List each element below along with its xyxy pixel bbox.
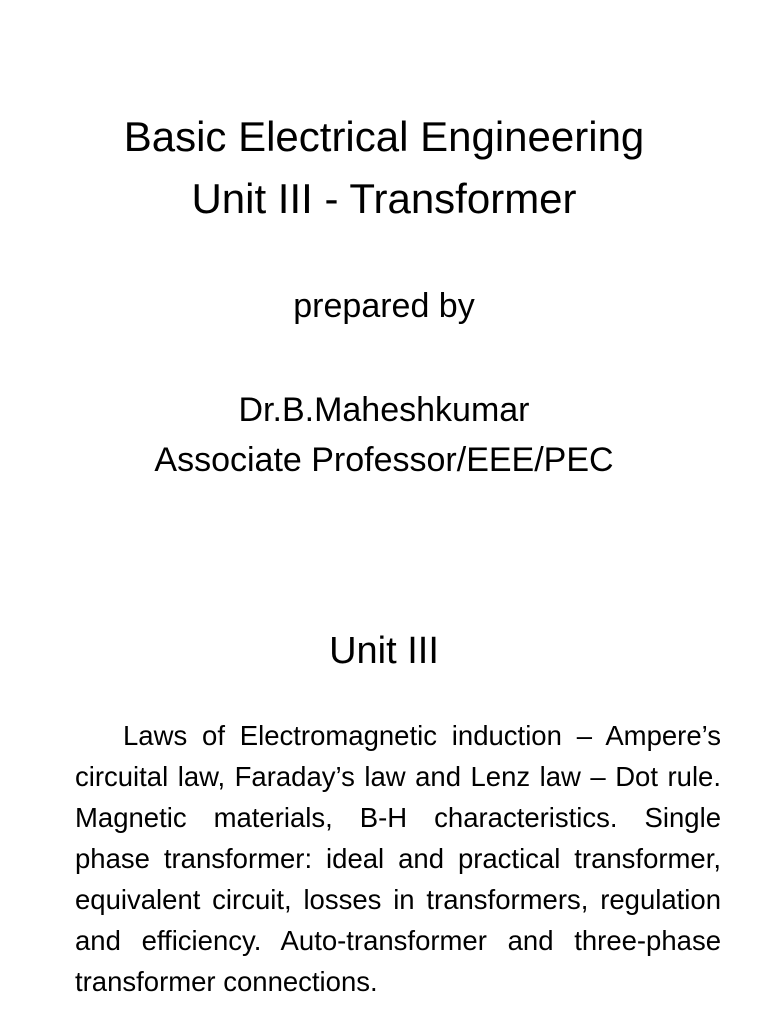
- prepared-by-text: prepared by: [293, 287, 475, 325]
- slide-title: [0, 106, 768, 230]
- unit-heading: Unit III: [329, 630, 439, 672]
- syllabus-slide: [0, 560, 768, 1024]
- author-position: Associate Professor/EEE/PEC: [154, 441, 614, 479]
- author-name: Dr.B.Maheshkumar: [238, 391, 530, 429]
- syllabus-text: Laws of Electromagnetic induction – Ampere’s circuital law, Faraday’s law and Lenz law – Dot rule. Magnetic materials, B-H characteristics. Single phase transformer: ideal and practical transformer, equivalent circuit, losses in transformers, regulation and efficiency. Auto-transformer and three-phase transformer connections.: [75, 720, 721, 997]
- author-info: [0, 385, 768, 485]
- title-line-unit: Unit III - Transformer: [191, 175, 577, 222]
- title-line-course: Basic Electrical Engineering: [123, 113, 645, 160]
